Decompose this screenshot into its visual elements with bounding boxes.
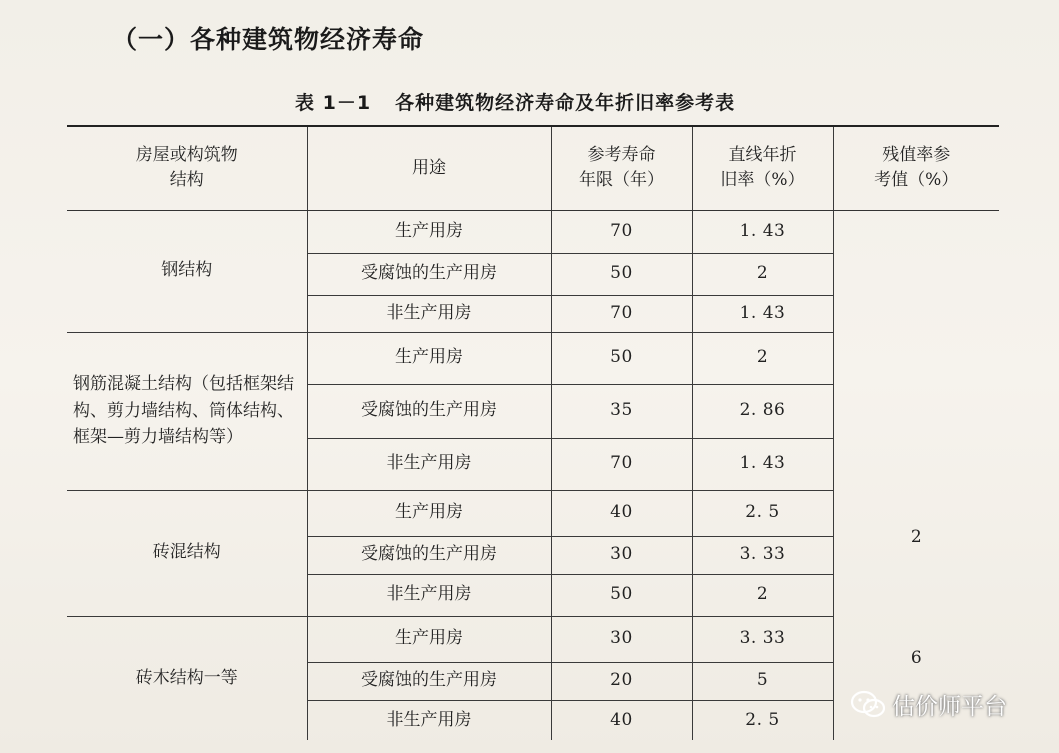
- cell-rate: 2: [692, 574, 833, 616]
- cell-usage: 生产用房: [307, 616, 551, 662]
- cell-structure: 砖木结构一等: [67, 616, 307, 740]
- cell-residual: [833, 616, 999, 740]
- header-usage-text: 用途: [412, 157, 446, 178]
- cell-usage: 受腐蚀的生产用房: [307, 536, 551, 574]
- cell-life: 40: [551, 490, 692, 536]
- cell-usage: 生产用房: [307, 210, 551, 253]
- cell-structure: 砖混结构: [67, 490, 307, 616]
- cell-usage: 受腐蚀的生产用房: [307, 662, 551, 700]
- cell-rate: 1. 43: [692, 438, 833, 490]
- header-rate-text: 直线年折 旧率（%）: [720, 144, 805, 191]
- cell-life: 30: [551, 616, 692, 662]
- residual-value: 6: [910, 648, 922, 668]
- table-row: [67, 616, 999, 662]
- cell-life: 70: [551, 438, 692, 490]
- cell-rate: 2. 86: [692, 384, 833, 438]
- cell-rate: 1. 43: [692, 295, 833, 332]
- economic-life-table: [67, 125, 999, 740]
- wechat-icon: [850, 690, 886, 720]
- residual-value: 2: [910, 526, 922, 547]
- table-header-row: [67, 126, 999, 210]
- watermark: [850, 688, 1007, 721]
- cell-life: 30: [551, 536, 692, 574]
- cell-structure: 钢结构: [67, 210, 307, 332]
- header-life: [551, 126, 692, 210]
- cell-rate: 3. 33: [692, 616, 833, 662]
- header-residual: [833, 126, 999, 210]
- table-row: [67, 210, 999, 253]
- watermark-text: 估价师平台: [892, 694, 1007, 720]
- cell-rate: 2. 5: [692, 490, 833, 536]
- table-caption: [295, 88, 735, 115]
- cell-residual: [833, 210, 999, 616]
- cell-usage: 非生产用房: [307, 438, 551, 490]
- cell-usage: 非生产用房: [307, 295, 551, 332]
- cell-rate: 2. 5: [692, 700, 833, 740]
- cell-life: 70: [551, 210, 692, 253]
- section-title: （一）各种建筑物经济寿命: [112, 25, 425, 54]
- cell-life: 20: [551, 662, 692, 700]
- cell-rate: 1. 43: [692, 210, 833, 253]
- table-number: 表 1－1: [295, 92, 372, 114]
- cell-life: 50: [551, 253, 692, 295]
- cell-usage: 生产用房: [307, 490, 551, 536]
- table-title: 各种建筑物经济寿命及年折旧率参考表: [395, 92, 736, 114]
- cell-life: 50: [551, 332, 692, 384]
- cell-usage: 受腐蚀的生产用房: [307, 384, 551, 438]
- cell-structure: 钢筋混凝土结构（包括框架结构、剪力墙结构、筒体结构、框架—剪力墙结构等）: [67, 332, 307, 490]
- cell-rate: 3. 33: [692, 536, 833, 574]
- cell-life: 50: [551, 574, 692, 616]
- header-residual-text: 残值率参 考值（%）: [874, 144, 959, 191]
- header-usage: [307, 126, 551, 210]
- cell-rate: 2: [692, 332, 833, 384]
- header-life-text: 参考寿命 年限（年）: [579, 144, 664, 191]
- header-structure-text: 房屋或构筑物 结构: [135, 144, 238, 191]
- header-structure: [67, 126, 307, 210]
- cell-usage: 非生产用房: [307, 574, 551, 616]
- cell-usage: 非生产用房: [307, 700, 551, 740]
- cell-life: 70: [551, 295, 692, 332]
- cell-life: 40: [551, 700, 692, 740]
- cell-rate: 5: [692, 662, 833, 700]
- cell-usage: 生产用房: [307, 332, 551, 384]
- header-rate: [692, 126, 833, 210]
- cell-rate: 2: [692, 253, 833, 295]
- cell-life: 35: [551, 384, 692, 438]
- cell-usage: 受腐蚀的生产用房: [307, 253, 551, 295]
